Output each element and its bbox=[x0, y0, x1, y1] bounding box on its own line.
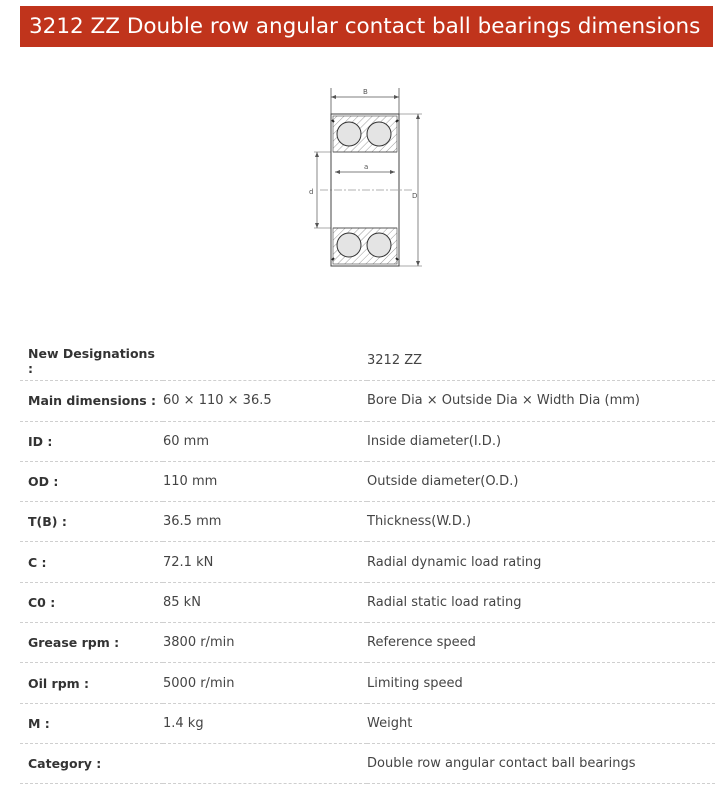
spec-value: 60 mm bbox=[163, 421, 367, 461]
spec-row bbox=[20, 461, 715, 501]
spec-row bbox=[20, 582, 715, 622]
dimension-label-a: a bbox=[364, 163, 369, 171]
spec-row bbox=[20, 421, 715, 461]
spec-row bbox=[20, 381, 715, 421]
spec-label: New Designations : bbox=[20, 341, 163, 381]
ball-top-left bbox=[337, 122, 361, 146]
spec-label: M : bbox=[20, 703, 163, 743]
spec-row bbox=[20, 703, 715, 743]
spec-value: 85 kN bbox=[163, 582, 367, 622]
spec-label: T(B) : bbox=[20, 502, 163, 542]
spec-row bbox=[20, 663, 715, 703]
dimension-label-b: B bbox=[363, 88, 368, 96]
spec-value: 3800 r/min bbox=[163, 623, 367, 663]
spec-label: Oil rpm : bbox=[20, 663, 163, 703]
spec-row bbox=[20, 502, 715, 542]
spec-description: Thickness(W.D.) bbox=[367, 502, 715, 542]
page-title: 3212 ZZ Double row angular contact ball bearings dimensions bbox=[20, 6, 713, 47]
spec-label: C : bbox=[20, 542, 163, 582]
spec-description: Reference speed bbox=[367, 623, 715, 663]
bearing-cross-section-drawing bbox=[300, 82, 430, 272]
spec-value: 110 mm bbox=[163, 461, 367, 501]
spec-value: 60 × 110 × 36.5 bbox=[163, 381, 367, 421]
spec-value: 72.1 kN bbox=[163, 542, 367, 582]
spec-description: Weight bbox=[367, 703, 715, 743]
ball-top-right bbox=[367, 122, 391, 146]
spec-label: Category : bbox=[20, 743, 163, 783]
ball-bottom-right bbox=[367, 233, 391, 257]
spec-row bbox=[20, 743, 715, 783]
spec-value bbox=[163, 341, 367, 381]
spec-row bbox=[20, 623, 715, 663]
spec-value: 5000 r/min bbox=[163, 663, 367, 703]
spec-label: OD : bbox=[20, 461, 163, 501]
spec-description: Outside diameter(O.D.) bbox=[367, 461, 715, 501]
dimension-label-d-large: D bbox=[412, 192, 418, 200]
spec-description: Inside diameter(I.D.) bbox=[367, 421, 715, 461]
spec-label: ID : bbox=[20, 421, 163, 461]
dimension-label-d-small: d bbox=[309, 188, 314, 196]
spec-label: Main dimensions : bbox=[20, 381, 163, 421]
spec-value: 1.4 kg bbox=[163, 703, 367, 743]
spec-description: Limiting speed bbox=[367, 663, 715, 703]
spec-description: Double row angular contact ball bearings bbox=[367, 743, 715, 783]
specifications-table bbox=[20, 341, 715, 784]
spec-description: 3212 ZZ bbox=[367, 341, 715, 381]
spec-description: Bore Dia × Outside Dia × Width Dia (mm) bbox=[367, 381, 715, 421]
spec-label: Grease rpm : bbox=[20, 623, 163, 663]
spec-row bbox=[20, 341, 715, 381]
spec-value bbox=[163, 743, 367, 783]
spec-value: 36.5 mm bbox=[163, 502, 367, 542]
ball-bottom-left bbox=[337, 233, 361, 257]
spec-description: Radial static load rating bbox=[367, 582, 715, 622]
spec-label: C0 : bbox=[20, 582, 163, 622]
spec-description: Radial dynamic load rating bbox=[367, 542, 715, 582]
spec-row bbox=[20, 542, 715, 582]
